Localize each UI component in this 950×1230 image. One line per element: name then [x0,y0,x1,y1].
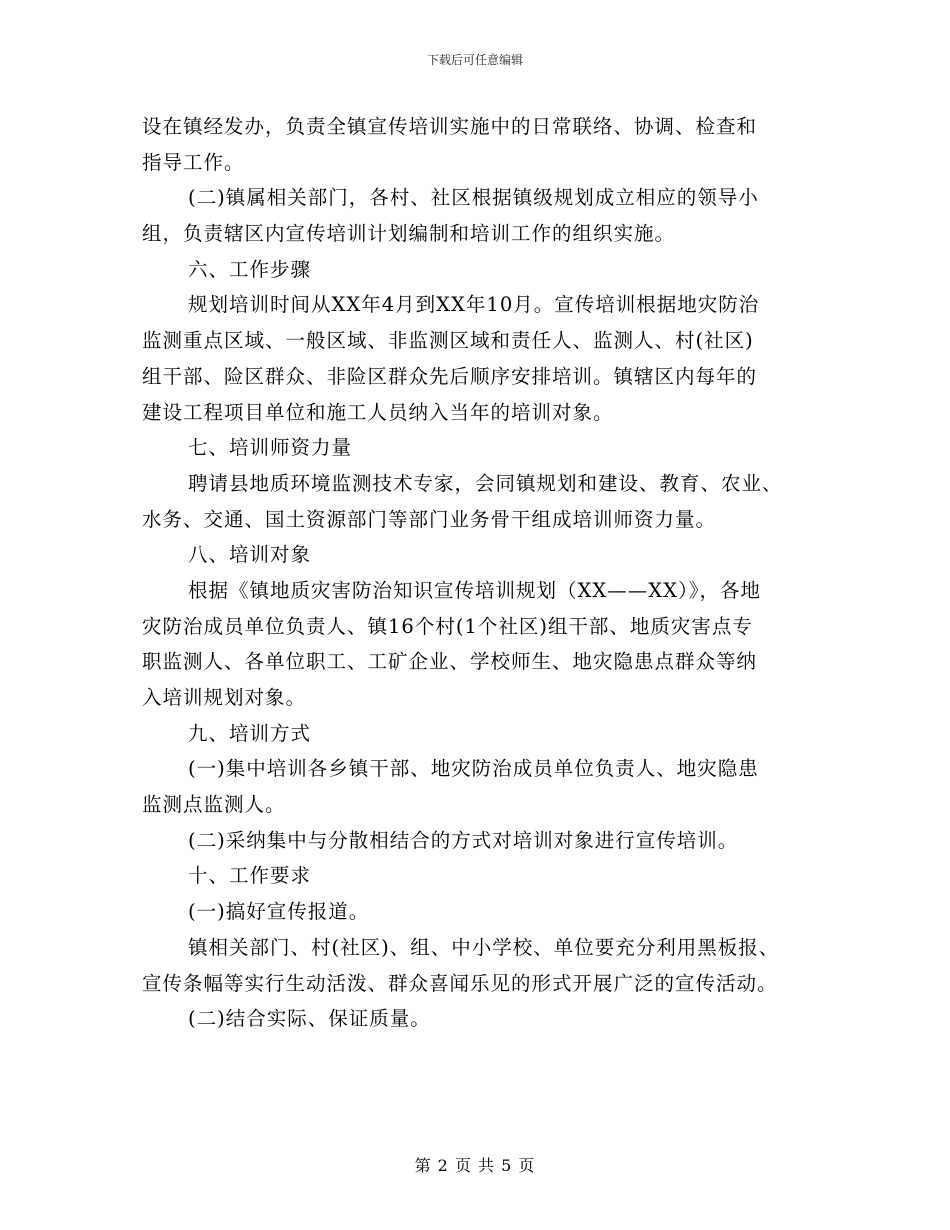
paragraph [142,252,807,288]
paragraph-line: 灾防治成员单位负责人、镇16个村(1个社区)组干部、地质灾害点专 [142,614,753,638]
paragraph [142,858,807,894]
paragraph [142,466,807,537]
paragraph [142,537,807,573]
paragraph-line: (二)结合实际、保证质量。 [188,1007,431,1031]
paragraph-line: 九、培训方式 [188,721,312,745]
paragraph [142,751,807,822]
paragraph [142,287,807,430]
paragraph-line: 入培训规划对象。 [142,686,307,709]
paragraph-line: 组，负责辖区内宣传培训计划编制和培训工作的组织实施。 [142,222,676,246]
paragraph-line: 八、培训对象 [188,543,312,567]
paragraph-line: (二)采纳集中与分散相结合的方式对培训对象进行宣传培训。 [188,828,739,852]
paragraph-line: 镇相关部门、村(社区)、组、中小学校、单位要充分利用黑板报、 [188,935,780,959]
paragraph [142,430,807,466]
paragraph-line: 规划培训时间从XX年4月到XX年10月。宣传培训根据地灾防治 [188,293,760,317]
paragraph-line: 指导工作。 [142,150,245,174]
paragraph [142,109,807,180]
paragraph-line: 聘请县地质环境监测技术专家，会同镇规划和建设、教育、农业、 [188,471,783,495]
paragraph-line: 六、工作步骤 [188,257,312,281]
page-footer: 第 2 页 共 5 页 [414,1156,536,1175]
paragraph-line: 十、工作要求 [188,864,312,888]
paragraph-line: (二)镇属相关部门，各村、社区根据镇级规划成立相应的领导小 [188,186,759,210]
paragraph-line: 监测重点区域、一般区域、非监测区域和责任人、监测人、村(社区) [142,329,754,353]
paragraph [142,1001,807,1037]
paragraph-line: 根据《镇地质灾害防治知识宣传培训规划（XX——XX）》，各地 [188,578,762,602]
paragraph-line: 七、培训师资力量 [188,436,353,460]
paragraph-line: 组干部、险区群众、非险区群众先后顺序安排培训。镇辖区内每年的 [142,364,758,388]
paragraph-line: 职监测人、各单位职工、工矿企业、学校师生、地灾隐患点群众等纳 [142,650,758,674]
paragraph-line: 建设工程项目单位和施工人员纳入当年的培训对象。 [142,400,614,424]
paragraph [142,823,807,859]
paragraph [142,930,807,1001]
paragraph [142,894,807,930]
paragraph [142,573,807,716]
paragraph-line: (一)集中培训各乡镇干部、地灾防治成员单位负责人、地灾隐患 [188,757,759,781]
page-header: 下载后可任意编辑 [426,53,523,67]
paragraph-line: 设在镇经发办，负责全镇宣传培训实施中的日常联络、协调、检查和 [142,115,758,138]
document-body [142,109,807,1037]
paragraph-line: 监测点监测人。 [142,793,286,817]
paragraph-line: 宣传条幅等实行生动活泼、群众喜闻乐见的形式开展广泛的宣传活动。 [142,971,778,995]
paragraph-line: 水务、交通、国土资源部门等部门业务骨干组成培训师资力量。 [142,507,717,531]
paragraph [142,716,807,752]
paragraph-line: (一)搞好宣传报道。 [188,900,370,924]
paragraph [142,180,807,251]
